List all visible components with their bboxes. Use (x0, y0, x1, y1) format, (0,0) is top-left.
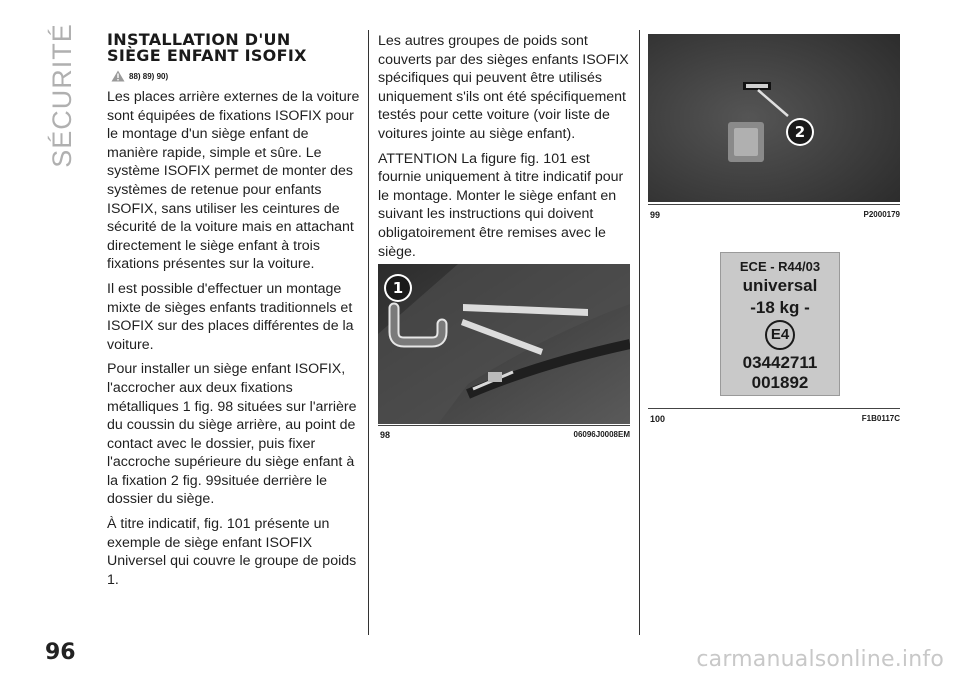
paragraph: Les autres groupes de poids sont couverts par des sièges enfants ISOFIX spécifiques qui peuvent être utilisés uniquement s'ils ont été spécifiquement testés pour cette voiture (voir liste de voitures jointe au siège enfant). (378, 33, 629, 142)
section-title-line-2: SIÈGE ENFANT ISOFIX (107, 46, 307, 65)
paragraph: À titre indicatif, fig. 101 présente un exemple de siège enfant ISOFIX Universel qui couvre le groupe de poids 1. (107, 516, 357, 588)
figure-98-number: 98 (380, 430, 391, 440)
callout-2: 2 (788, 120, 812, 144)
label-line-approval: 03442711 (742, 353, 818, 372)
column-divider (368, 30, 369, 635)
figure-99-rule (648, 204, 900, 205)
figure-98-code: 06096J0008EM (573, 430, 630, 439)
isofix-hook-icon (388, 300, 448, 350)
warning-refs-text: 88) 89) 90) (129, 71, 169, 81)
column-divider (639, 30, 640, 635)
warning-references (111, 70, 362, 82)
paragraph: ATTENTION La figure fig. 101 est fournie uniquement à titre indicatif pour le montage. Monter le siège enfant en suivant les instructions qui doivent obligatoirement être remises avec le siège. (378, 150, 624, 260)
figure-99-code: P2000179 (863, 210, 900, 219)
label-line-category: universal (742, 276, 818, 295)
section-title (107, 32, 362, 64)
paragraph: Il est possible d'effectuer un montage mixte de sièges enfants traditionnels et ISOFIX sur des places différentes de la voiture. (107, 280, 354, 353)
warning-triangle-icon (111, 70, 125, 82)
callout-1: 1 (386, 276, 410, 300)
column-left (107, 32, 362, 595)
side-section-label: SÉCURITÉ (46, 22, 77, 168)
section-title-line-1: INSTALLATION D'UN (107, 30, 291, 49)
figure-100-code: F1B0117C (861, 414, 900, 423)
figure-99-photo (648, 34, 900, 202)
label-line-weight: -18 kg - (750, 298, 810, 317)
column-middle (378, 32, 630, 267)
homologation-label (720, 252, 840, 396)
figure-100 (648, 238, 900, 438)
figure-100-number: 100 (650, 414, 666, 424)
paragraph: Pour installer un siège enfant ISOFIX, l'accrocher aux deux fixations métalliques 1 fig. 98 situées sur l'arrière du coussin du siège arrière, au point de contact avec le dossier, puis fixer l'accroche supérieure du siège enfant à la fixation 2 fig. 99située derrière le dossier du siège. (107, 361, 357, 508)
figure-98-rule (378, 425, 630, 426)
figure-100-rule (648, 408, 900, 409)
page-number: 96 (45, 640, 76, 665)
side-section-tab (42, 22, 82, 168)
figure-99 (648, 34, 900, 224)
figure-98 (378, 264, 630, 454)
paragraph: Les places arrière externes de la voiture sont équipées de fixations ISOFIX pour le montage d'un siège enfant de manière rapide, simple et sûre. Le système ISOFIX permet de monter des systèmes de retenue pour enfants ISOFIX, sans utiliser les ceintures de sécurité de la voiture mais en attachant directement le siège enfant à trois fixations présentes sur la voiture. (107, 89, 360, 273)
label-line-serial: 001892 (751, 373, 809, 392)
top-tether-photo (648, 34, 900, 202)
figure-98-photo (378, 264, 630, 424)
label-line-standard: ECE - R44/03 (739, 259, 821, 274)
watermark: carmanualsonline.info (696, 647, 944, 672)
e-mark-icon: E4 (765, 320, 795, 350)
figure-99-number: 99 (650, 210, 661, 220)
